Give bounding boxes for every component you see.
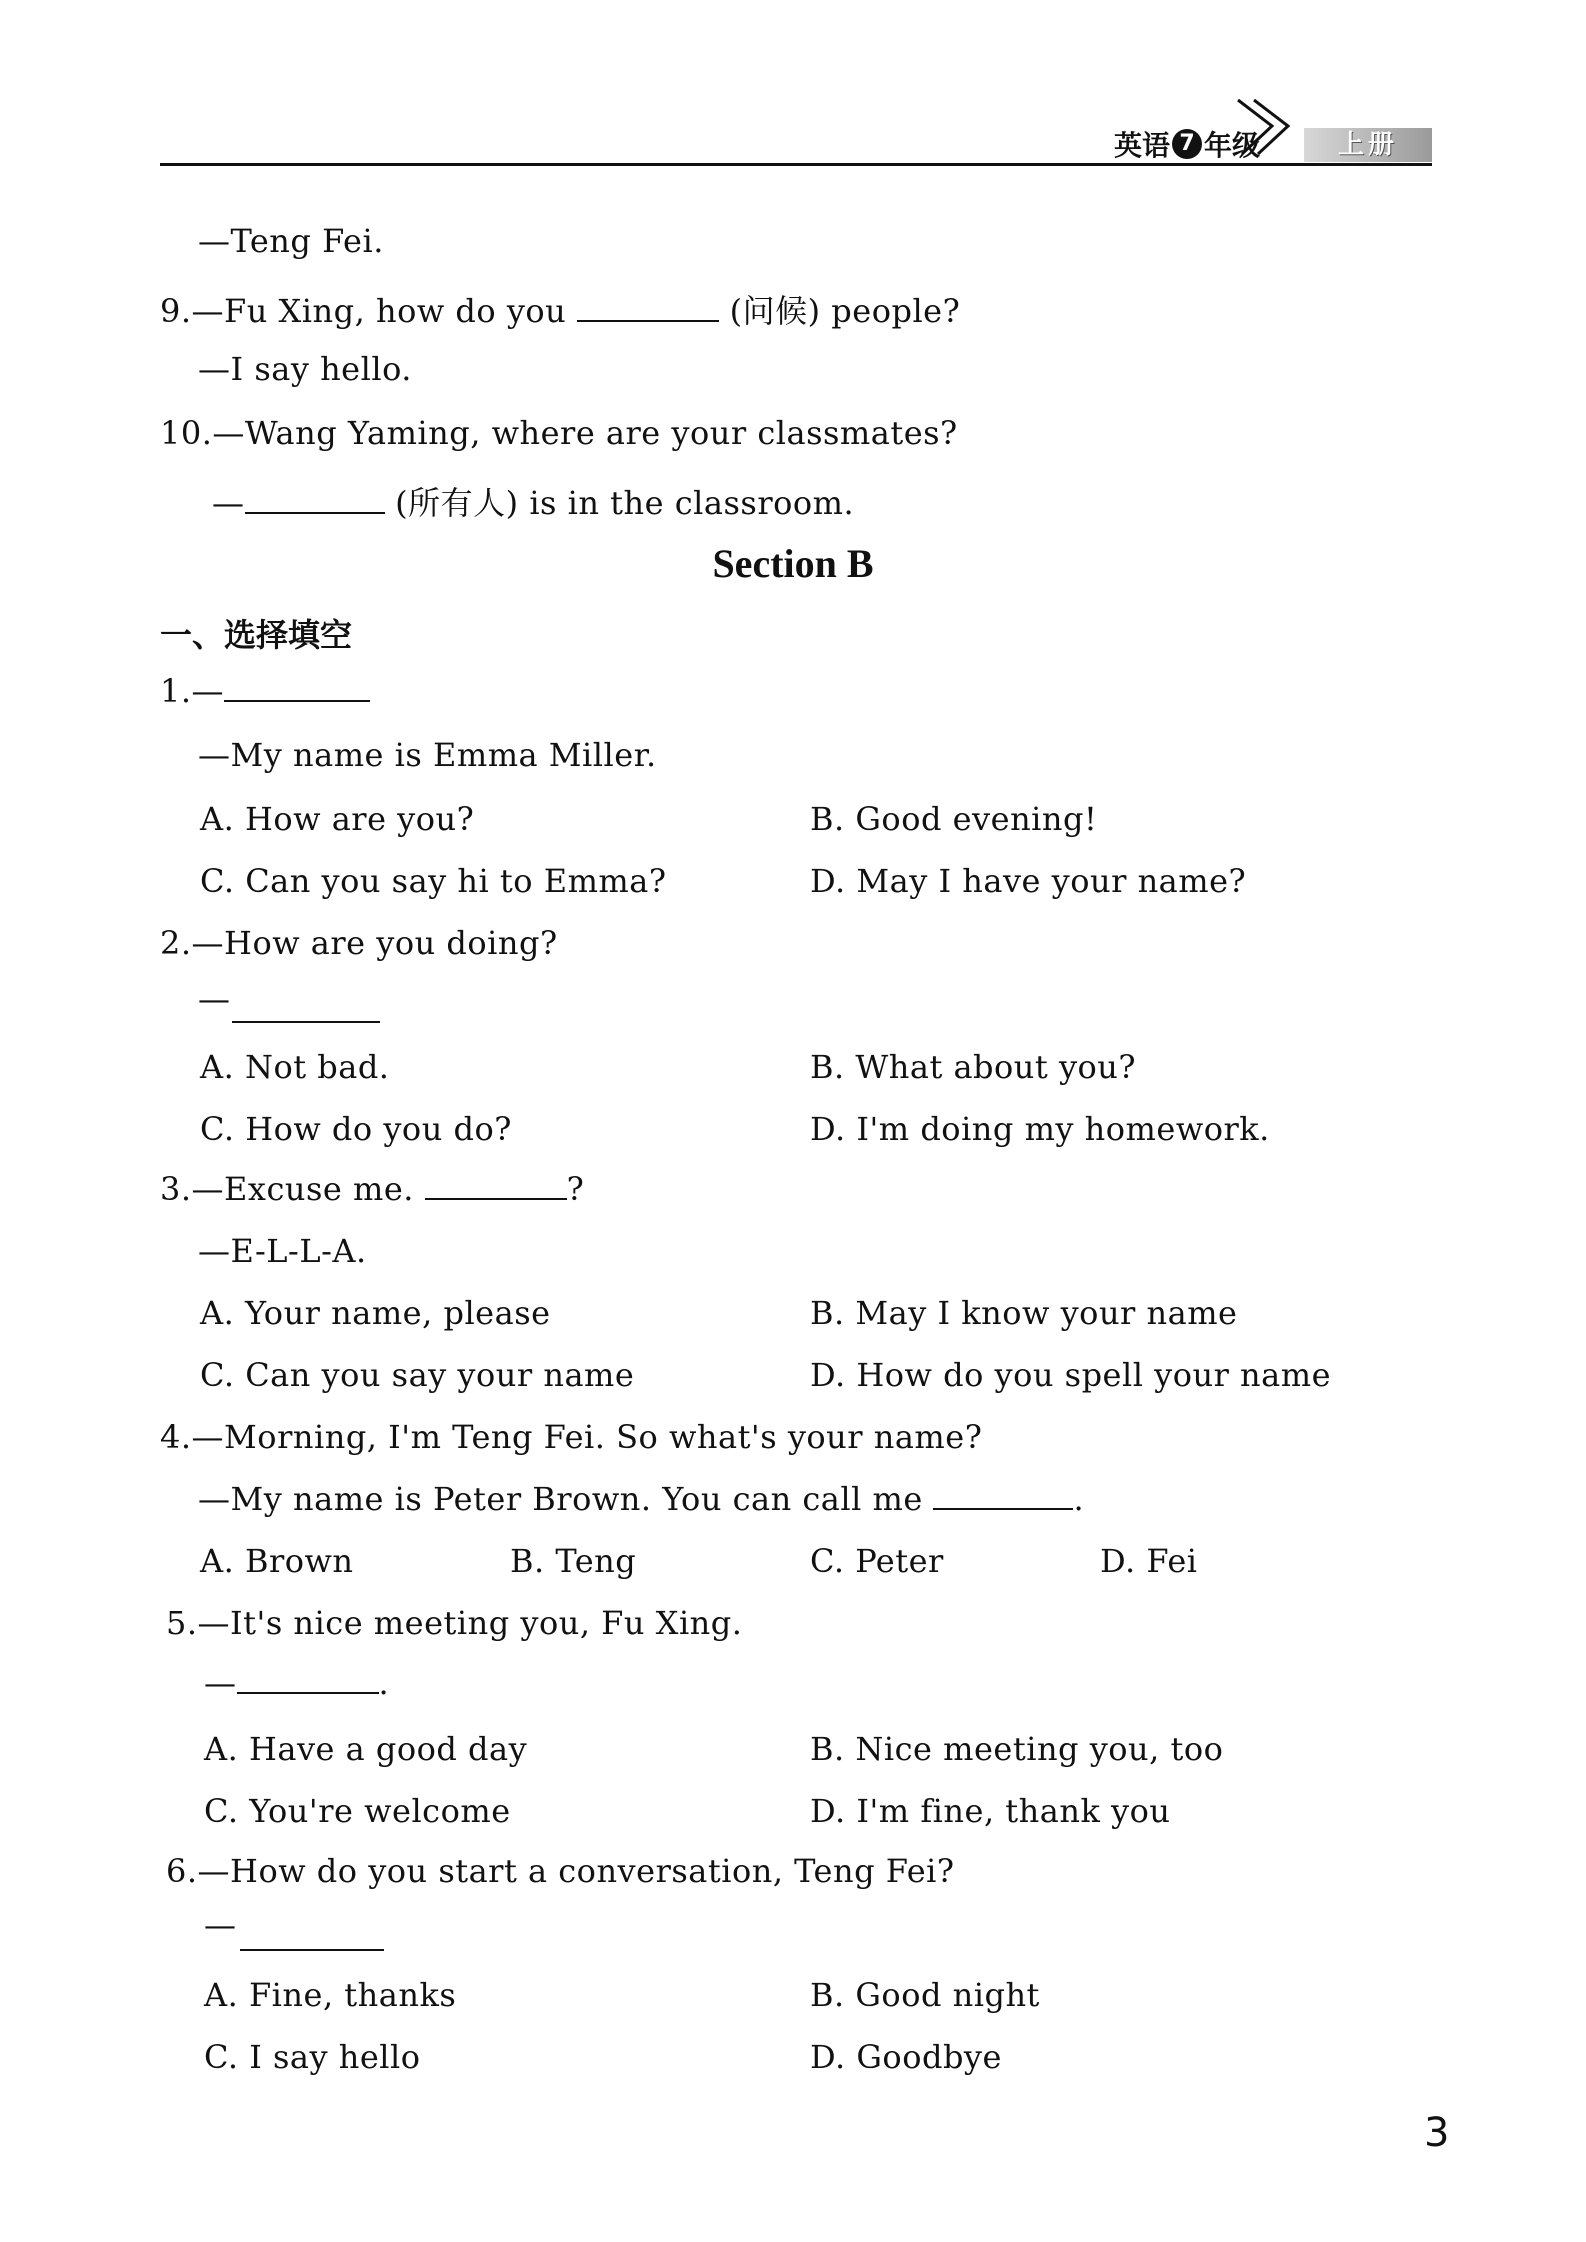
part-heading: 一、选择填空 (160, 616, 353, 654)
header-subject: 英语 (1113, 129, 1170, 162)
option-d[interactable]: D. Goodbye (810, 2038, 1002, 2076)
option-b[interactable]: B. Teng (510, 1542, 637, 1580)
question-number: 3. (160, 1170, 192, 1208)
option-d[interactable]: D. How do you spell your name (810, 1356, 1332, 1394)
question-6 (166, 1852, 955, 1890)
grade-number-badge: 7 (1172, 129, 1202, 159)
question-1 (160, 672, 370, 710)
question-number: 2. (160, 924, 192, 962)
page-number: 3 (1424, 2110, 1450, 2156)
question-6-line2 (204, 1906, 237, 1944)
page-header (160, 118, 1432, 166)
section-title: Section B (712, 541, 874, 586)
option-b[interactable]: B. Good night (810, 1976, 1040, 2014)
question-3-line2: —E-L-L-A. (198, 1232, 367, 1270)
option-a[interactable]: A. Fine, thanks (204, 1976, 457, 2014)
double-chevron-icon (1232, 96, 1292, 158)
question-stem: —My name is Peter Brown. You can call me (198, 1480, 923, 1518)
header-rule (160, 163, 1432, 166)
question-stem: —How are you doing? (191, 924, 558, 962)
question-number: 5. (166, 1604, 198, 1642)
dash: — (204, 1664, 237, 1702)
option-b[interactable]: B. What about you? (810, 1048, 1137, 1086)
option-d[interactable]: D. I'm doing my homework. (810, 1110, 1270, 1148)
question-stem-end: ? (566, 1170, 585, 1208)
answer-blank[interactable] (577, 319, 719, 322)
question-number: 4. (160, 1418, 192, 1456)
option-a[interactable]: A. Have a good day (204, 1730, 528, 1768)
question-1-line2: —My name is Emma Miller. (198, 736, 657, 774)
carryover-answer-line: —Teng Fei. (198, 222, 384, 260)
option-d[interactable]: D. I'm fine, thank you (810, 1792, 1171, 1830)
question-stem-end: (问候) people? (729, 292, 961, 330)
question-3 (160, 1170, 584, 1208)
question-2-line2 (198, 980, 231, 1018)
question-stem: —How do you start a conversation, Teng Fei? (197, 1852, 955, 1890)
dash: — (198, 980, 231, 1018)
question-stem: —Fu Xing, how do you (191, 292, 567, 330)
question-9 (160, 286, 960, 332)
option-c[interactable]: C. Peter (810, 1542, 944, 1580)
question-stem: —Wang Yaming, where are your classmates? (212, 414, 958, 452)
question-10 (160, 414, 958, 452)
question-stem-end: (所有人) is in the classroom. (395, 484, 855, 522)
option-c[interactable]: C. I say hello (204, 2038, 421, 2076)
answer-blank[interactable] (245, 511, 385, 514)
question-number: 10. (160, 414, 213, 452)
question-number: 1. (160, 672, 192, 710)
option-b[interactable]: B. Nice meeting you, too (810, 1730, 1224, 1768)
answer-blank[interactable] (232, 1020, 380, 1023)
header-grade-label: 年级 (1203, 129, 1260, 162)
option-c[interactable]: C. Can you say hi to Emma? (200, 862, 667, 900)
question-9-answer: —I say hello. (198, 350, 412, 388)
answer-blank[interactable] (425, 1197, 567, 1200)
question-2 (160, 924, 558, 962)
question-4 (160, 1418, 982, 1456)
option-c[interactable]: C. How do you do? (200, 1110, 512, 1148)
question-4-line2 (198, 1480, 1084, 1518)
option-a[interactable]: A. How are you? (200, 800, 475, 838)
option-d[interactable]: D. Fei (1100, 1542, 1198, 1580)
answer-blank[interactable] (933, 1507, 1073, 1510)
option-a[interactable]: A. Brown (200, 1542, 354, 1580)
volume-tab: 上册 (1304, 128, 1432, 162)
answer-blank[interactable] (237, 1691, 379, 1694)
option-c[interactable]: C. You're welcome (204, 1792, 511, 1830)
question-stem-end: . (378, 1664, 390, 1702)
question-5-line2 (204, 1664, 389, 1702)
option-b[interactable]: B. Good evening! (810, 800, 1098, 838)
question-stem: —It's nice meeting you, Fu Xing. (197, 1604, 743, 1642)
answer-blank[interactable] (224, 699, 370, 702)
option-a[interactable]: A. Your name, please (200, 1294, 551, 1332)
question-stem: —Excuse me. (191, 1170, 414, 1208)
dash: — (212, 484, 245, 522)
option-c[interactable]: C. Can you say your name (200, 1356, 635, 1394)
dash: — (191, 672, 225, 710)
question-stem-end: . (1073, 1480, 1085, 1518)
option-a[interactable]: A. Not bad. (200, 1048, 390, 1086)
dash: — (204, 1906, 237, 1944)
option-d[interactable]: D. May I have your name? (810, 862, 1247, 900)
answer-blank[interactable] (240, 1948, 384, 1951)
question-stem: —Morning, I'm Teng Fei. So what's your name? (191, 1418, 983, 1456)
question-5 (166, 1604, 742, 1642)
question-10-answer (212, 478, 854, 524)
question-number: 6. (166, 1852, 198, 1890)
question-number: 9. (160, 292, 192, 330)
option-b[interactable]: B. May I know your name (810, 1294, 1238, 1332)
